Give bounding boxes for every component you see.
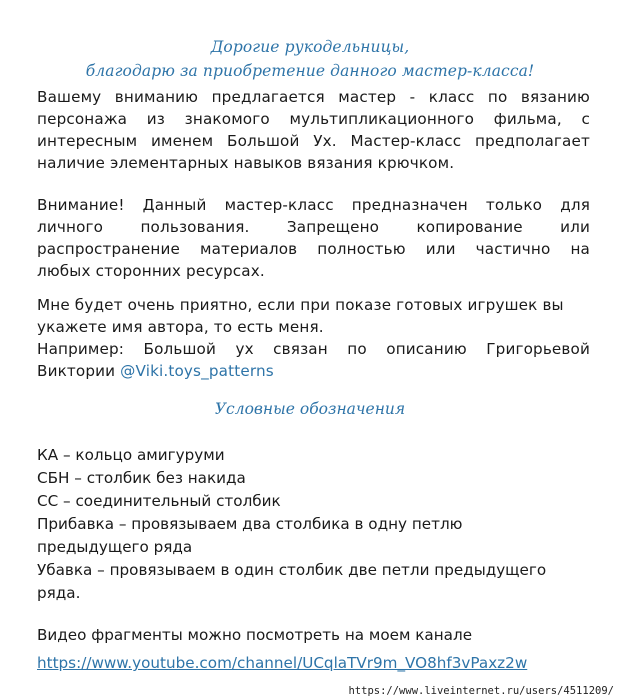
greeting-line-1: Дорогие рукодельницы, xyxy=(210,38,410,56)
intro-paragraph xyxy=(37,86,590,174)
intro-line: Вашему вниманию предлагается мастер - класс по вязанию xyxy=(37,88,590,106)
notice-line: любых сторонних ресурсах. xyxy=(37,262,265,280)
legend-item: ряда. xyxy=(37,584,81,602)
notice-line: распространение материалов полностью или частично на xyxy=(37,240,590,258)
legend-item: предыдущего ряда xyxy=(37,538,193,556)
intro-line: наличие элементарных навыков вязания крючком. xyxy=(37,154,455,172)
notice-paragraph xyxy=(37,194,590,282)
notice-line: Внимание! Данный мастер-класс предназначен только для xyxy=(37,196,590,214)
legend-item: СС – соединительный столбик xyxy=(37,492,281,510)
credit-paragraph xyxy=(37,294,590,382)
intro-line: интересным именем Большой Ух. Мастер-класс предполагает xyxy=(37,132,590,150)
youtube-channel-link[interactable]: https://www.youtube.com/channel/UCqlaTVr9m_VO8hf3vPaxz2w xyxy=(37,654,528,672)
legend-list xyxy=(37,444,597,605)
video-caption: Видео фрагменты можно посмотреть на моем канале xyxy=(37,626,473,644)
legend-title: Условные обозначения xyxy=(214,400,406,418)
credit-last-prefix: Виктории xyxy=(37,362,121,380)
intro-line: персонажа из знакомого мультипликационного фильма, с xyxy=(37,110,590,128)
legend-item: КА – кольцо амигуруми xyxy=(37,446,225,464)
credit-line: укажете имя автора, то есть меня. xyxy=(37,318,324,336)
credit-line: Например: Большой ух связан по описанию Григорьевой xyxy=(37,340,590,358)
credit-line: Мне будет очень приятно, если при показе готовых игрушек вы xyxy=(37,296,564,314)
credit-line-last xyxy=(37,360,590,382)
notice-line: личного пользования. Запрещено копирование или xyxy=(37,218,590,236)
legend-item: Убавка – провязываем в один столбик две петли предыдущего xyxy=(37,561,547,579)
author-handle[interactable]: @Viki.toys_patterns xyxy=(120,362,274,380)
source-watermark: https://www.liveinternet.ru/users/4511209/ xyxy=(348,685,614,697)
legend-item: Прибавка – провязываем два столбика в одну петлю xyxy=(37,515,463,533)
greeting-line-2: благодарю за приобретение данного мастер-класса! xyxy=(85,62,535,80)
legend-item: СБН – столбик без накида xyxy=(37,469,246,487)
